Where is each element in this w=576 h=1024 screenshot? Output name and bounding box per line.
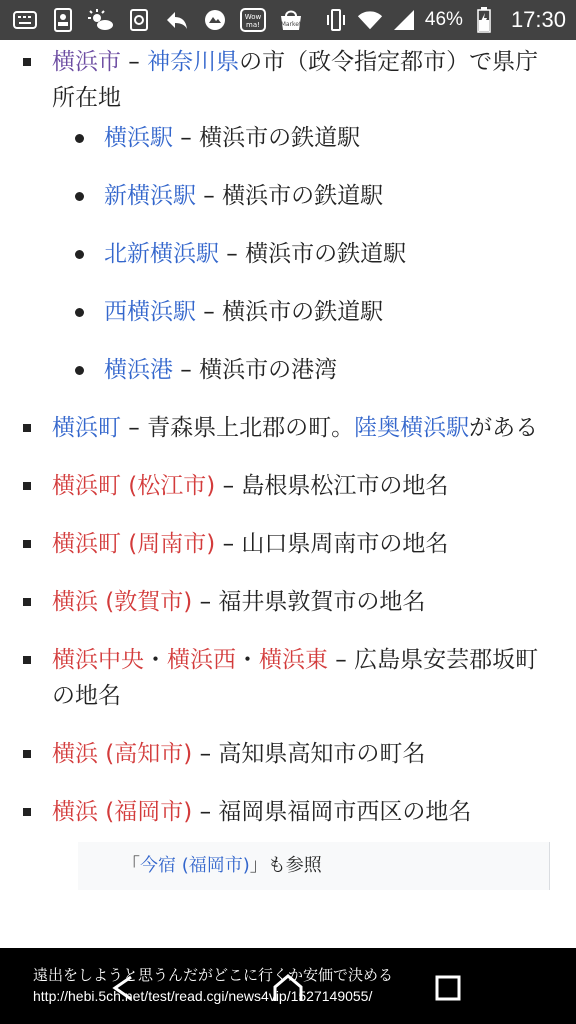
contact-book-icon (50, 7, 76, 33)
battery-percent: 46% (424, 9, 463, 30)
bullet-square (23, 598, 31, 606)
app-icon (202, 7, 228, 33)
link-port[interactable]: 横浜港 (104, 357, 173, 383)
keyboard-icon (12, 7, 38, 33)
bullet-square (23, 808, 31, 816)
sub-list-item: 横浜港 – 横浜市の港湾 (52, 352, 552, 388)
sub-list-item: 北新横浜駅 – 横浜市の鉄道駅 (52, 236, 552, 272)
clipboard-icon (126, 7, 152, 33)
vibrate-icon (323, 7, 349, 33)
image-caption (33, 966, 393, 1006)
list-item: 横浜町 (松江市) – 島根県松江市の地名 (0, 468, 576, 504)
link-kanagawa[interactable]: 神奈川県 (147, 49, 240, 75)
redlink[interactable]: 横浜西 (167, 647, 236, 673)
bullet-square (23, 58, 31, 66)
link-station[interactable]: 西横浜駅 (104, 299, 196, 325)
redlink[interactable]: 横浜町 (松江市) (52, 473, 216, 499)
bullet-square (23, 750, 31, 758)
list-item: 横浜町 – 青森県上北郡の町。陸奥横浜駅がある (0, 410, 576, 446)
svg-text:Market: Market (280, 21, 302, 28)
redlink[interactable]: 横浜中央 (52, 647, 144, 673)
redlink[interactable]: 横浜 (敦賀市) (52, 589, 193, 615)
system-indicators (323, 0, 566, 40)
bullet-dot (75, 250, 84, 259)
recents-icon[interactable] (428, 968, 468, 1008)
caption-url: http://hebi.5ch.net/test/read.cgi/news4vip/1527149055/ (33, 988, 373, 1004)
sub-list-item: 新横浜駅 – 横浜市の鉄道駅 (52, 178, 552, 214)
link-imajuku[interactable]: 今宿 (福岡市) (140, 855, 250, 876)
list-item: 横浜中央・横浜西・横浜東 – 広島県安芸郡坂町の地名 (0, 642, 576, 714)
battery-icon (471, 7, 497, 33)
bullet-square (23, 540, 31, 548)
market-icon (278, 7, 304, 33)
list-item: 横浜町 (周南市) – 山口県周南市の地名 (0, 526, 576, 562)
list-item: 横浜 (敦賀市) – 福井県敦賀市の地名 (0, 584, 576, 620)
link-yokohama-town[interactable]: 横浜町 (52, 415, 121, 441)
sub-list (52, 120, 552, 388)
bullet-square (23, 656, 31, 664)
redlink[interactable]: 横浜 (福岡市) (52, 799, 193, 825)
signal-icon (391, 7, 417, 33)
wifi-icon (357, 7, 383, 33)
bullet-square (23, 482, 31, 490)
disambiguation-list (0, 44, 576, 830)
list-item: 横浜 (高知市) – 高知県高知市の町名 (0, 736, 576, 772)
wowma-icon (240, 7, 266, 33)
caption-title: 遠出をしようと思うんだがどこに行くか安価で決める (33, 967, 394, 984)
status-bar (0, 0, 576, 40)
link-mutsu-yokohama-station[interactable]: 陸奥横浜駅 (354, 415, 470, 441)
bullet-dot (75, 308, 84, 317)
reply-icon (164, 7, 190, 33)
list-item: 横浜市 – 神奈川県の市（政令指定都市）で県庁所在地 横浜駅 – 横浜市の鉄道駅 新横浜駅 – 横浜市の鉄道駅 北新横浜駅 – 横浜市の鉄道駅 西横浜駅 – 横浜市の鉄道駅 横浜港 – 横浜市の港湾 (0, 44, 576, 388)
bullet-dot (75, 134, 84, 143)
notification-icons (12, 0, 304, 40)
hatnote: 「今宿 (福岡市)」も参照 (78, 842, 550, 890)
sub-list-item: 西横浜駅 – 横浜市の鉄道駅 (52, 294, 552, 330)
link-yokohama-city[interactable]: 横浜市 (52, 49, 121, 75)
list-item: 横浜 (福岡市) – 福岡県福岡市西区の地名 (0, 794, 576, 830)
bullet-dot (75, 192, 84, 201)
link-station[interactable]: 横浜駅 (104, 125, 173, 151)
link-station[interactable]: 北新横浜駅 (104, 241, 219, 267)
redlink[interactable]: 横浜東 (259, 647, 328, 673)
link-station[interactable]: 新横浜駅 (104, 183, 196, 209)
bullet-square (23, 424, 31, 432)
article-content (0, 40, 576, 948)
weather-icon (88, 7, 114, 33)
bullet-dot (75, 366, 84, 375)
redlink[interactable]: 横浜町 (周南市) (52, 531, 216, 557)
clock: 17:30 (510, 7, 566, 32)
sub-list-item: 横浜駅 – 横浜市の鉄道駅 (52, 120, 552, 156)
svg-text:Wow: Wow (244, 13, 262, 21)
svg-text:ma!: ma! (246, 21, 260, 29)
redlink[interactable]: 横浜 (高知市) (52, 741, 193, 767)
